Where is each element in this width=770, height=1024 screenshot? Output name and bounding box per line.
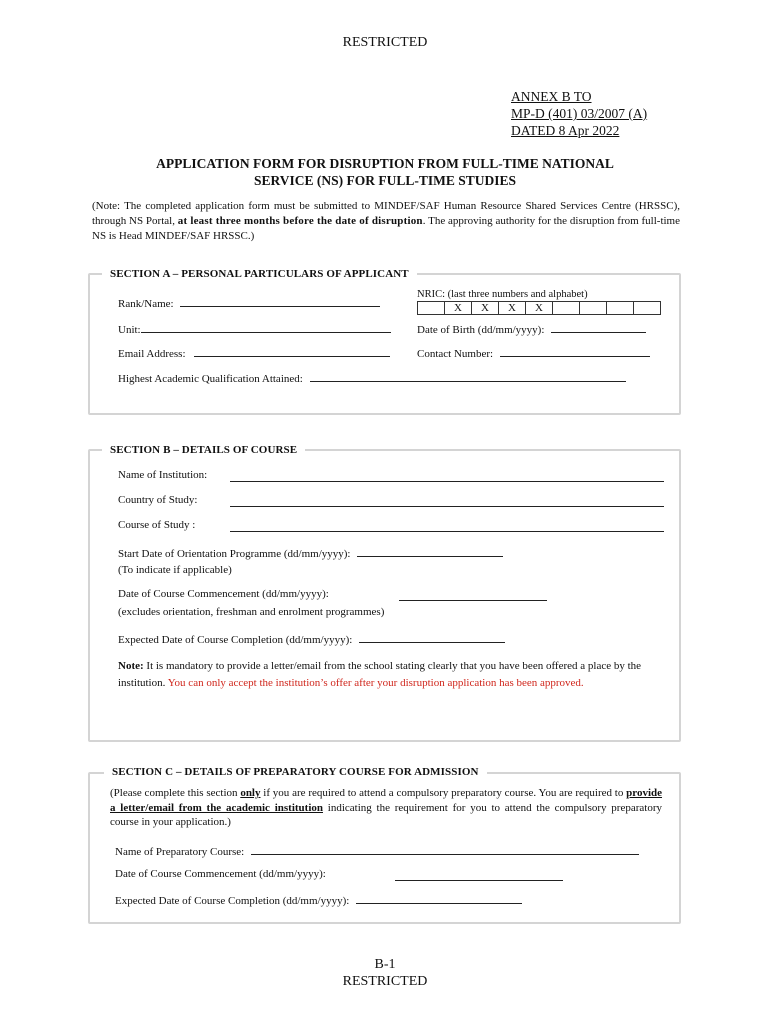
email-field[interactable] — [118, 346, 390, 360]
country-label: Country of Study: — [118, 494, 198, 506]
contact-number-label: Contact Number: — [417, 348, 494, 360]
nric-cell[interactable] — [553, 302, 580, 315]
dob-label: Date of Birth (dd/mm/yyyy): — [417, 324, 545, 336]
form-title-line-2: SERVICE (NS) FOR FULL-TIME STUDIES — [253, 173, 517, 188]
commencement-date-label: Date of Course Commencement (dd/mm/yyyy): — [118, 588, 329, 600]
section-a-legend: SECTION A – PERSONAL PARTICULARS OF APPLICANT — [102, 268, 417, 280]
rank-name-field[interactable] — [118, 296, 380, 310]
classification-header: RESTRICTED — [342, 35, 428, 50]
unit-label: Unit: — [118, 324, 141, 336]
preparatory-intro — [110, 786, 662, 830]
intro-provide-letter: provide a letter/email from the academic institution — [110, 787, 663, 814]
nric-cell[interactable] — [418, 302, 445, 315]
nric-cell[interactable] — [634, 302, 661, 315]
qualification-field[interactable] — [118, 371, 626, 385]
nric-cell[interactable]: X — [526, 302, 553, 315]
nric-cell[interactable]: X — [445, 302, 472, 315]
institution-label: Name of Institution: — [118, 469, 208, 481]
completion-date-label: Expected Date of Course Completion (dd/mm/yyyy): — [118, 634, 353, 646]
nric-cell[interactable]: X — [499, 302, 526, 315]
section-a-box — [88, 273, 681, 415]
note-label: Note: — [118, 660, 144, 672]
page-number: B-1 — [374, 957, 396, 972]
annex-line-1: ANNEX B TO — [511, 89, 592, 104]
qualification-label: Highest Academic Qualification Attained: — [118, 373, 303, 385]
orientation-date-label: Start Date of Orientation Programme (dd/mm/yyyy): — [118, 548, 351, 560]
nric-grid[interactable] — [417, 301, 661, 315]
offer-letter-note — [118, 658, 668, 692]
form-title-line-1: APPLICATION FORM FOR DISRUPTION FROM FULL-TIME NATIONAL — [156, 156, 614, 171]
intro-text-2: if you are required to attend a compulsory preparatory course. You are required to — [260, 787, 627, 799]
contact-number-field[interactable] — [417, 346, 650, 360]
email-label: Email Address: — [118, 348, 186, 360]
prep-commencement-field[interactable] — [115, 868, 326, 880]
orientation-date-field[interactable] — [118, 546, 503, 560]
classification-footer: RESTRICTED — [342, 974, 428, 989]
course-field[interactable] — [118, 519, 195, 531]
annex-reference — [511, 88, 647, 139]
note-warning: You can only accept the institution’s offer after your disruption application has been approved. — [167, 677, 584, 689]
prep-course-name-field[interactable] — [115, 844, 639, 858]
dob-field[interactable] — [417, 322, 646, 336]
form-title — [100, 155, 670, 189]
nric-label: NRIC: (last three numbers and alphabet) — [417, 289, 588, 300]
completion-date-field[interactable] — [118, 632, 505, 646]
prep-commencement-label: Date of Course Commencement (dd/mm/yyyy): — [115, 868, 326, 880]
country-field[interactable] — [118, 494, 197, 506]
nric-cell[interactable] — [607, 302, 634, 315]
unit-field[interactable] — [118, 322, 391, 336]
prep-completion-field[interactable] — [115, 893, 522, 907]
intro-text-3: indicating the requirement for you to attend the compulsory preparatory course in your application.) — [110, 801, 662, 828]
note-text-2: . The approving authority for the disruption from full-time NS is Head MINDEF/SAF HRSSC.) — [92, 215, 680, 242]
note-body: It is mandatory to provide a letter/email from the school stating clearly that you have been offered a place by the institution. — [118, 660, 642, 689]
nric-cell[interactable]: X — [472, 302, 499, 315]
intro-text-1: (Please complete this section — [110, 787, 241, 799]
commencement-date-field[interactable] — [118, 588, 329, 600]
prep-course-name-label: Name of Preparatory Course: — [115, 846, 245, 858]
note-deadline: at least three months before the date of disruption — [177, 215, 423, 227]
prep-completion-label: Expected Date of Course Completion (dd/mm/yyyy): — [115, 895, 350, 907]
course-label: Course of Study : — [118, 519, 196, 531]
annex-line-2: MP-D (401) 03/2007 (A) — [511, 106, 648, 121]
submission-note — [92, 199, 680, 244]
annex-line-3: DATED 8 Apr 2022 — [511, 123, 620, 138]
note-text-1: (Note: The completed application form must be submitted to MINDEF/SAF Human Resource Shared Services Centre (HRSSC), through NS Portal, — [92, 200, 680, 227]
orientation-note: (To indicate if applicable) — [118, 564, 232, 576]
nric-cell[interactable] — [580, 302, 607, 315]
institution-field[interactable] — [118, 469, 207, 481]
section-c-legend: SECTION C – DETAILS OF PREPARATORY COURSE FOR ADMISSION — [104, 766, 487, 778]
intro-only: only — [240, 787, 261, 799]
commencement-note: (excludes orientation, freshman and enrolment programmes) — [118, 606, 385, 618]
rank-name-label: Rank/Name: — [118, 298, 174, 310]
section-b-legend: SECTION B – DETAILS OF COURSE — [102, 444, 305, 456]
